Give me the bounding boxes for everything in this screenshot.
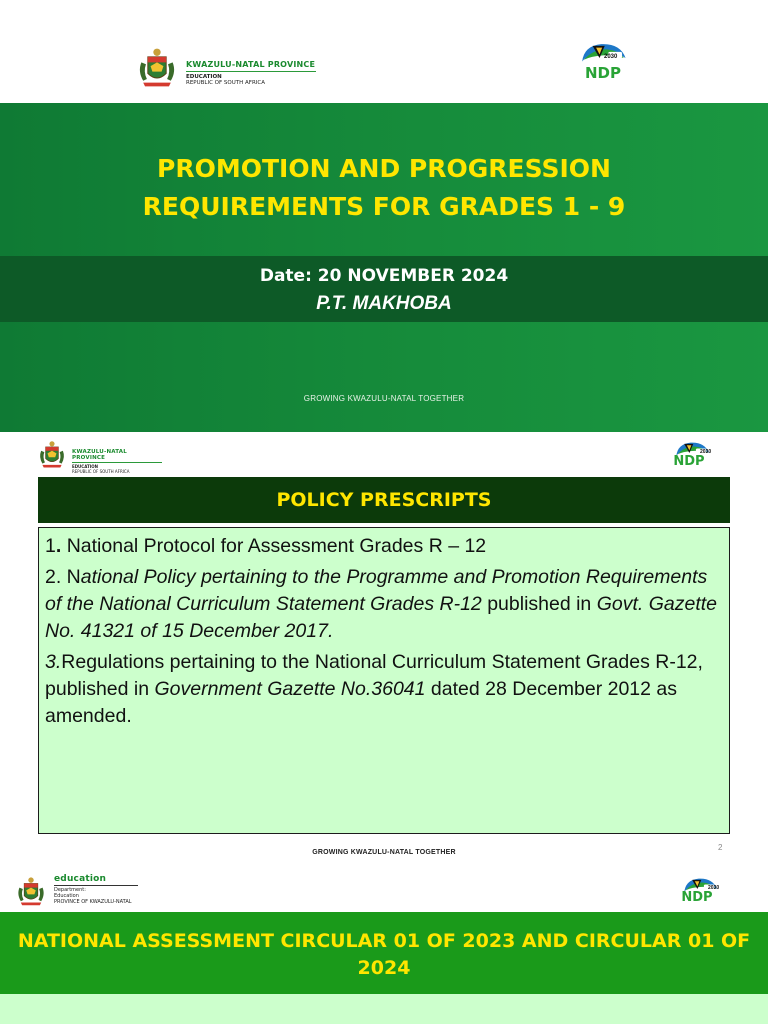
title-line-1: PROMOTION AND PROGRESSION <box>157 154 611 183</box>
ndp-label: NDP <box>585 64 621 82</box>
kzn-crest-icon <box>36 438 68 470</box>
ndp-2030-logo <box>664 876 736 908</box>
ndp-label: NDP <box>681 890 713 905</box>
presentation-date: Date: 20 NOVEMBER 2024 <box>259 266 509 286</box>
kzn-logo-text <box>72 449 162 474</box>
department-line-1: Department: <box>54 887 86 893</box>
kzn-crest-icon <box>14 874 48 908</box>
slide-tagline: GROWING KWAZULU-NATAL TOGETHER <box>303 394 465 403</box>
slide-assessment-circular <box>0 864 768 1024</box>
policy-list <box>38 527 730 834</box>
department-name: EDUCATION <box>186 74 222 80</box>
education-logo-text <box>54 874 138 905</box>
kzn-logo-text <box>186 60 316 86</box>
policy-item-1: 1. National Protocol for Assessment Grades R – 12 <box>45 535 487 557</box>
section-header <box>38 477 730 523</box>
slide-title <box>0 0 768 432</box>
content-area <box>0 994 768 1024</box>
ndp-2030-logo <box>577 40 629 90</box>
title-line-2: REQUIREMENTS FOR GRADES 1 - 9 <box>142 192 626 221</box>
page-number: 2 <box>718 843 723 852</box>
ndp-2030-logo <box>656 440 728 472</box>
presenter-name: P.T. MAKHOBA <box>316 293 452 314</box>
ndp-year: 2030 <box>604 54 618 60</box>
presentation-title <box>0 150 768 226</box>
slide-tagline: GROWING KWAZULU-NATAL TOGETHER <box>312 849 456 856</box>
circular-title: NATIONAL ASSESSMENT CIRCULAR 01 OF 2023 AND CIRCULAR 01 OF 2024 <box>17 930 751 979</box>
province-name: KWAZULU-NATAL PROVINCE <box>186 60 316 69</box>
country-name: REPUBLIC OF SOUTH AFRICA <box>186 80 265 86</box>
department-line-2: Education <box>54 893 79 899</box>
kzn-crest-icon <box>134 44 180 90</box>
country-name: REPUBLIC OF SOUTH AFRICA <box>72 469 130 474</box>
ndp-label: NDP <box>673 454 705 469</box>
department-name: EDUCATION <box>72 464 98 469</box>
policy-item-2: 2. National Policy pertaining to the Programme and Promotion Requirements of the National Curriculum Statement Grades R-12 published in Govt. Gazette No. 41321 of 15 December 2017. <box>45 566 718 642</box>
ndp-year: 2030 <box>708 885 720 891</box>
section-heading: POLICY PRESCRIPTS <box>276 489 492 511</box>
department-word: education <box>54 874 107 884</box>
department-line-3: PROVINCE OF KWAZULU-NATAL <box>54 899 132 905</box>
ndp-year: 2030 <box>700 449 712 455</box>
slide-policy-prescripts <box>0 432 768 864</box>
province-name: KWAZULU-NATAL PROVINCE <box>72 449 127 461</box>
policy-item-3: 3.Regulations pertaining to the National Curriculum Statement Grades R-12, published in Government Gazette No.36041 dated 28 December 2012 as amended. <box>45 651 703 727</box>
